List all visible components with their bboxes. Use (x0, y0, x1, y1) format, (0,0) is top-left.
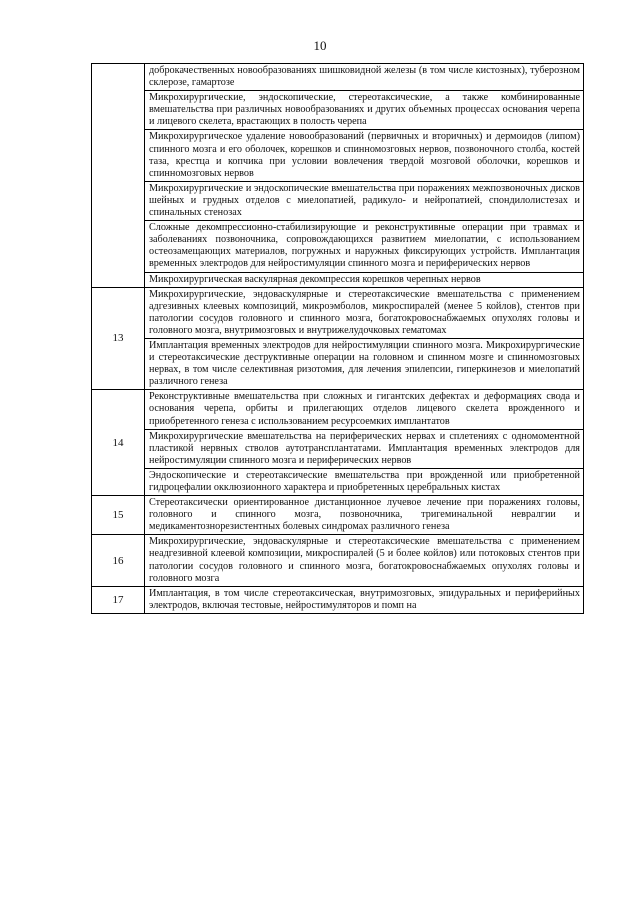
procedure-description-cell: Стереотаксически ориентированное дистанционное лучевое лечение при поражениях головы, головного и спинного мозга, позвоночника, тригеминальной невралгии и медикаментознорезистентных болевых синдромах различного генеза (145, 496, 584, 535)
group-number-cell: 15 (92, 496, 145, 535)
procedure-description-cell: Микрохирургическое удаление новообразований (первичных и вторичных) и дермоидов (липом) спинного мозга и его оболочек, корешков и спинномозговых нервов, позвоночного столба, костей таза, крестца и копчика при условии вовлечения твердой мозговой оболочки, корешков и спинномозговых нервов (145, 130, 584, 181)
table-row (92, 496, 584, 535)
group-number-cell: 13 (92, 287, 145, 390)
table-row (92, 468, 584, 495)
procedure-description-cell: Сложные декомпрессионно-стабилизирующие и реконструктивные операции при травмах и заболеваниях позвоночника, сопровождающихся развитием миелопатии, с использованием остеозамещающих материалов, погружных и наружных фиксирующих устройств. Имплантация временных электродов для нейростимуляции спинного мозга и периферических нервов (145, 221, 584, 272)
table-row (92, 586, 584, 613)
procedure-description-cell: доброкачественных новообразованиях шишковидной железы (в том числе кистозных), туберозном склерозе, гамартозе (145, 64, 584, 91)
table-row (92, 91, 584, 130)
table-row (92, 338, 584, 389)
table-row (92, 64, 584, 91)
table-row (92, 221, 584, 272)
procedure-description-cell: Микрохирургические и эндоскопические вмешательства при поражениях межпозвоночных дисков шейных и грудных отделов с миелопатией, радикуло- и нейропатией, спондилолистезах и спинальных стенозах (145, 181, 584, 220)
group-number-cell: 17 (92, 586, 145, 613)
procedures-table-body (92, 64, 584, 614)
table-row (92, 429, 584, 468)
procedure-description-cell: Микрохирургические вмешательства на периферических нервах и сплетениях с одномоментной пластикой нервных стволов аутотрансплантатами. Имплантация временных электродов для нейростимуляции спинного мозга и периферических нервов (145, 429, 584, 468)
procedure-description-cell: Микрохирургические, эндоскопические, стереотаксические, а также комбинированные вмешательства при различных новообразованиях и других объемных процессах основания черепа и лицевого скелета, врастающих в полость черепа (145, 91, 584, 130)
table-row (92, 535, 584, 586)
procedure-description-cell: Микрохирургические, эндоваскулярные и стереотаксические вмешательства с применением адгезивных клеевых композиций, микроэмболов, микроспиралей (менее 5 койлов), стентов при патологии сосудов головного и спинного мозга, богатокровоснабжаемых опухолях головы и головного мозга, внутримозговых и внутрижелудочковых гематомах (145, 287, 584, 338)
procedure-description-cell: Микрохирургические, эндоваскулярные и стереотаксические вмешательства с применением неадгезивной клеевой композиции, микроспиралей (5 и более койлов) или потоковых стентов при патологии сосудов головного и спинного мозга, богатокровоснабжаемых опухолях головы и головного мозга (145, 535, 584, 586)
table-row (92, 390, 584, 429)
table-row (92, 181, 584, 220)
group-number-cell: 14 (92, 390, 145, 496)
procedures-table (91, 63, 584, 614)
group-number-cell (92, 64, 145, 288)
table-row (92, 287, 584, 338)
procedure-description-cell: Эндоскопические и стереотаксические вмешательства при врожденной или приобретенной гидроцефалии окклюзионного характера и приобретенных церебральных кистах (145, 468, 584, 495)
page-number: 10 (313, 38, 327, 53)
procedure-description-cell: Имплантация временных электродов для нейростимуляции спинного мозга. Микрохирургические и стереотаксические деструктивные операции на головном и спинном мозге и спинномозговых нервах, в том числе селективная ризотомия, для лечения эпилепсии, гиперкинезов и миелопатий различного генеза (145, 338, 584, 389)
table-row (92, 272, 584, 287)
procedure-description-cell: Имплантация, в том числе стереотаксическая, внутримозговых, эпидуральных и периферийных электродов, включая тестовые, нейростимуляторов и помп на (145, 586, 584, 613)
procedure-description-cell: Микрохирургическая васкулярная декомпрессия корешков черепных нервов (145, 272, 584, 287)
group-number-cell: 16 (92, 535, 145, 586)
table-row (92, 130, 584, 181)
procedure-description-cell: Реконструктивные вмешательства при сложных и гигантских дефектах и деформациях свода и основания черепа, орбиты и прилегающих отделов лицевого скелета врожденного и приобретенного генеза с использованием ресурсоемких имплантатов (145, 390, 584, 429)
